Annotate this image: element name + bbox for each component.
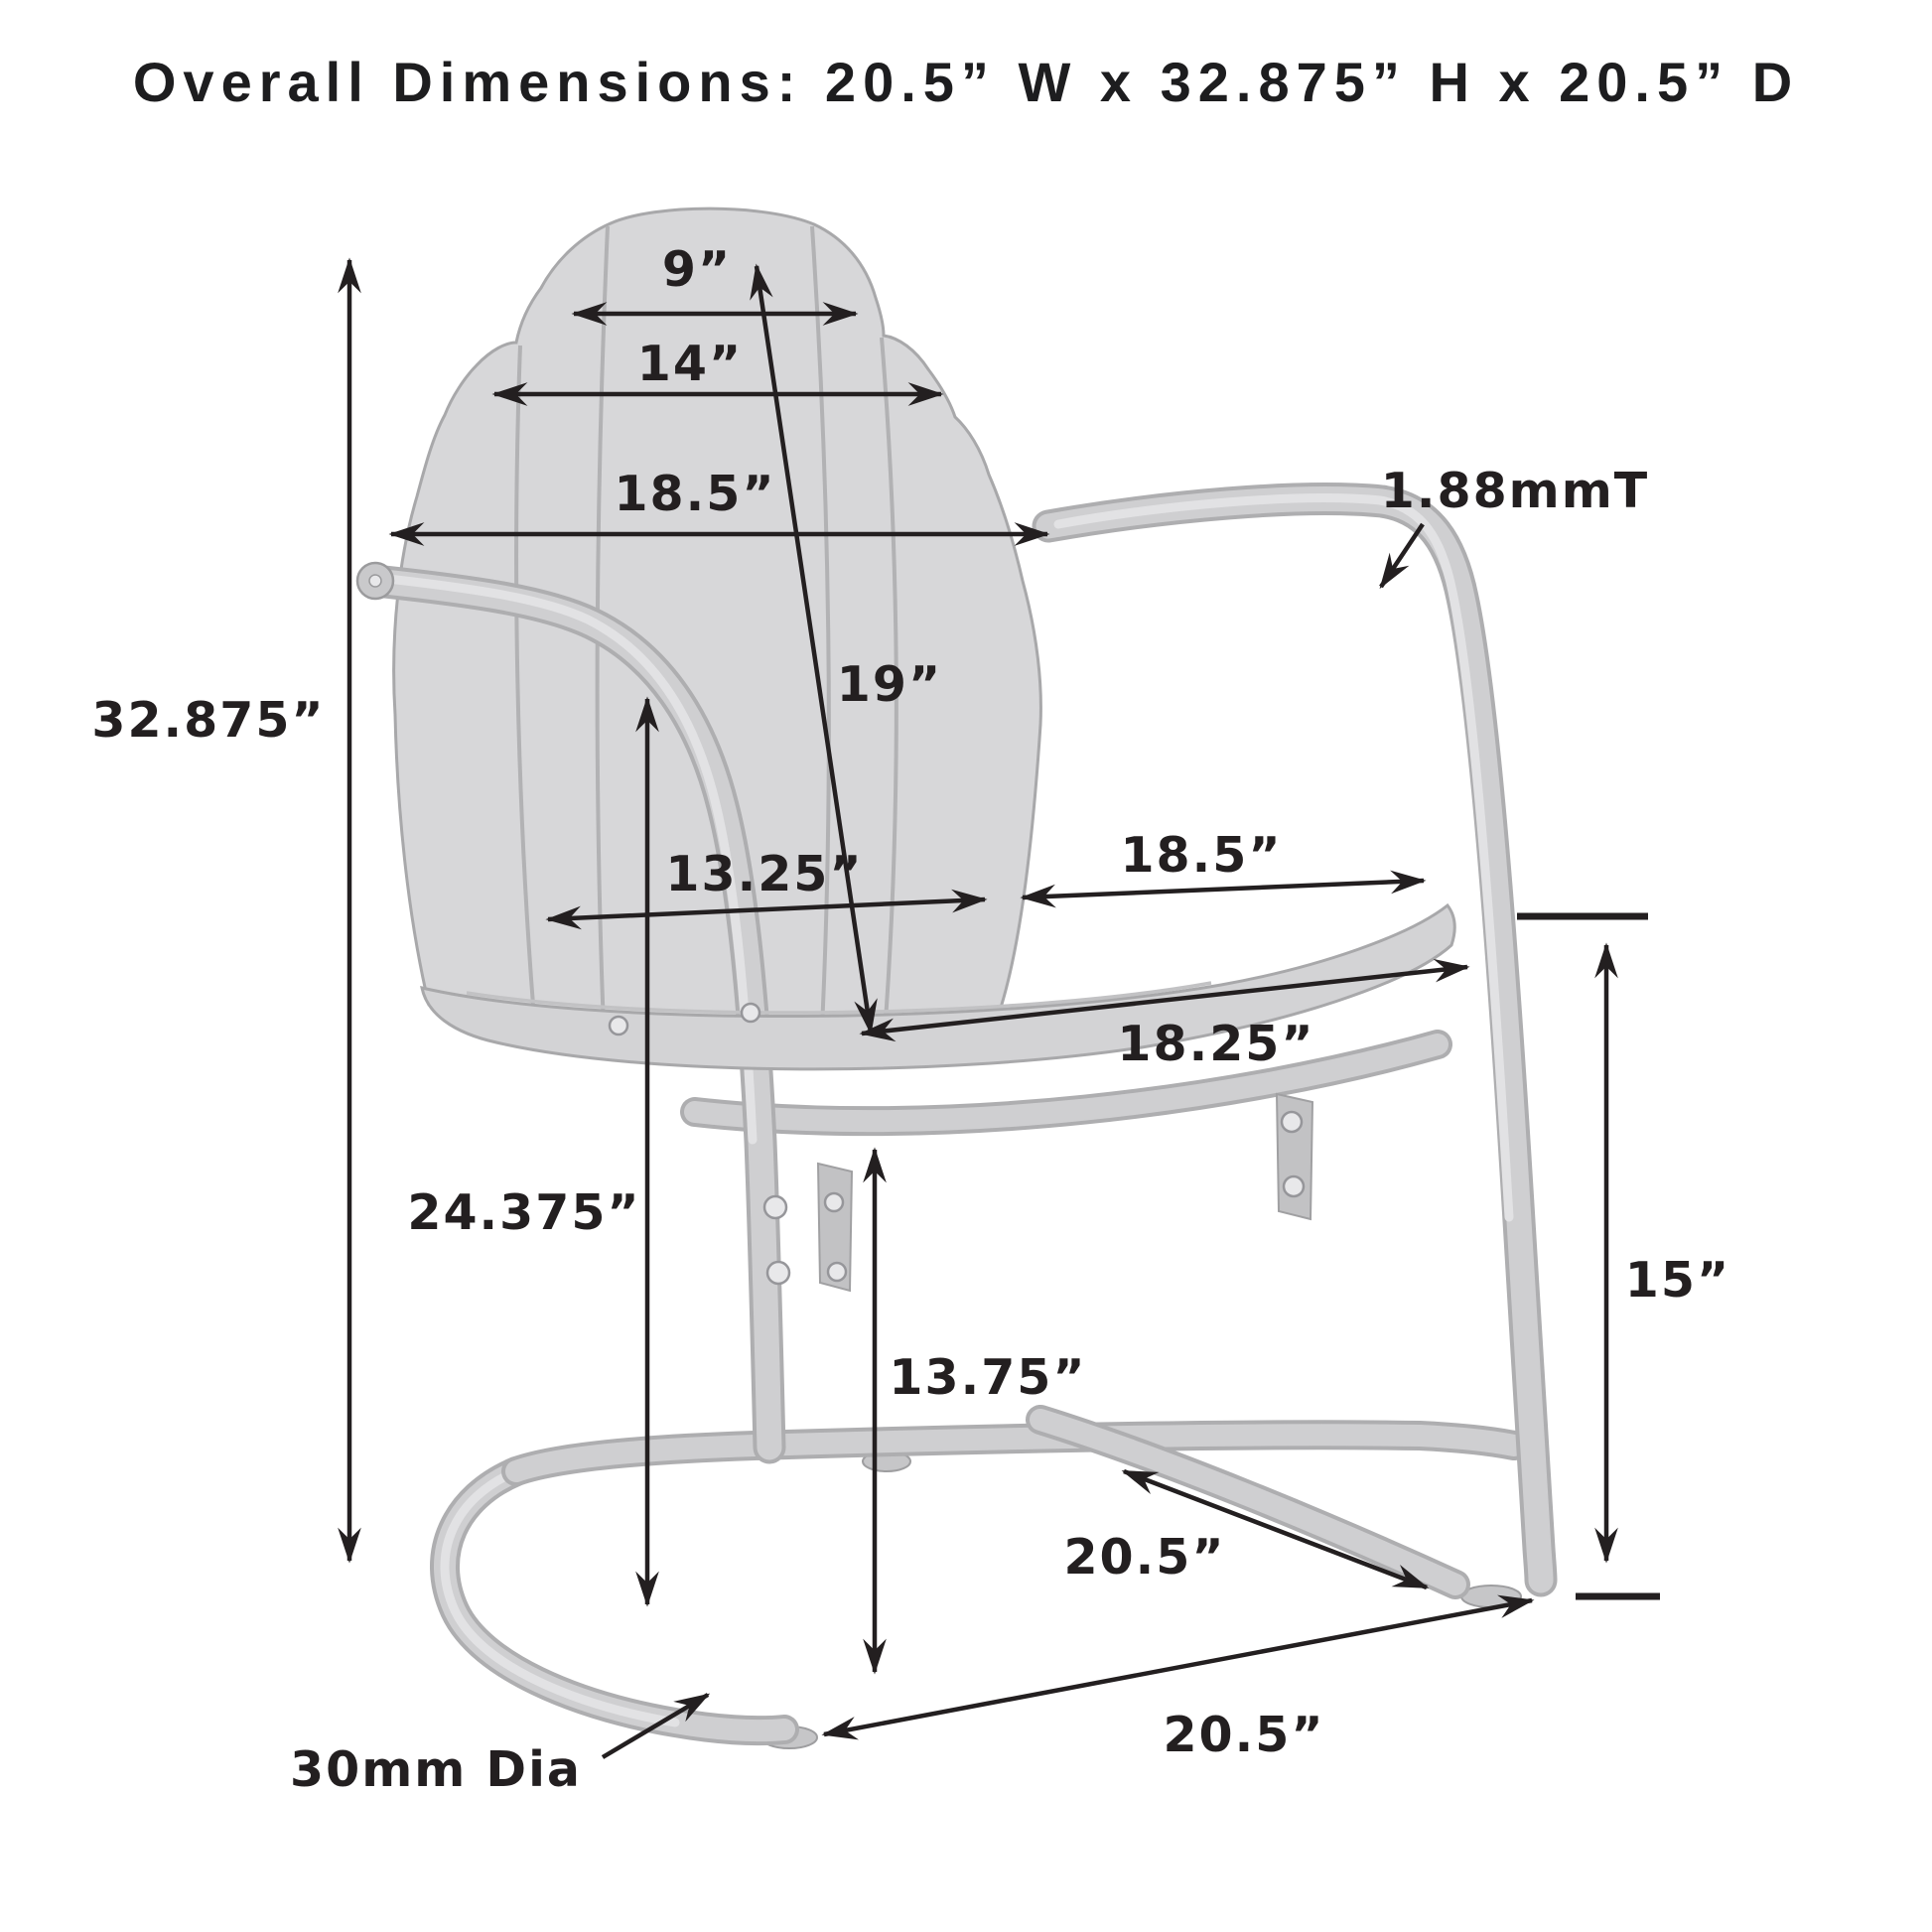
dim-back-diagonal-label: 19” [836, 656, 943, 713]
dim-overall-height-label: 32.875” [91, 692, 326, 749]
base-front-rail [516, 1435, 1514, 1471]
dim-seat-front-width-label: 18.25” [1117, 1016, 1315, 1072]
dim-back-top-width-label: 9” [661, 241, 733, 298]
dim-base-clearance-label: 13.75” [889, 1349, 1087, 1406]
dim-tube-diameter-label: 30mm Dia [290, 1741, 582, 1798]
dim-base-depth-label: 20.5” [1063, 1529, 1226, 1586]
dim-seat-back-width-label: 13.25” [665, 846, 864, 902]
dim-seat-height-label: 15” [1624, 1252, 1731, 1309]
base-left-skid [445, 1471, 784, 1730]
arm-end-cap-screw [369, 575, 381, 587]
page-title: Overall Dimensions: 20.5” W x 32.875” H x 20.5” D [132, 51, 1800, 113]
dim-seat-width-label: 18.5” [1120, 827, 1283, 884]
dim-base-width-label: 20.5” [1163, 1707, 1325, 1763]
dim-tube-thickness-label: 1.88mmT [1380, 463, 1650, 519]
leader-tube-thickness [1381, 524, 1423, 587]
dim-back-mid-width-label: 14” [636, 336, 744, 392]
dim-back-width-label: 18.5” [614, 466, 776, 522]
dim-arm-height-label: 24.375” [407, 1184, 641, 1241]
